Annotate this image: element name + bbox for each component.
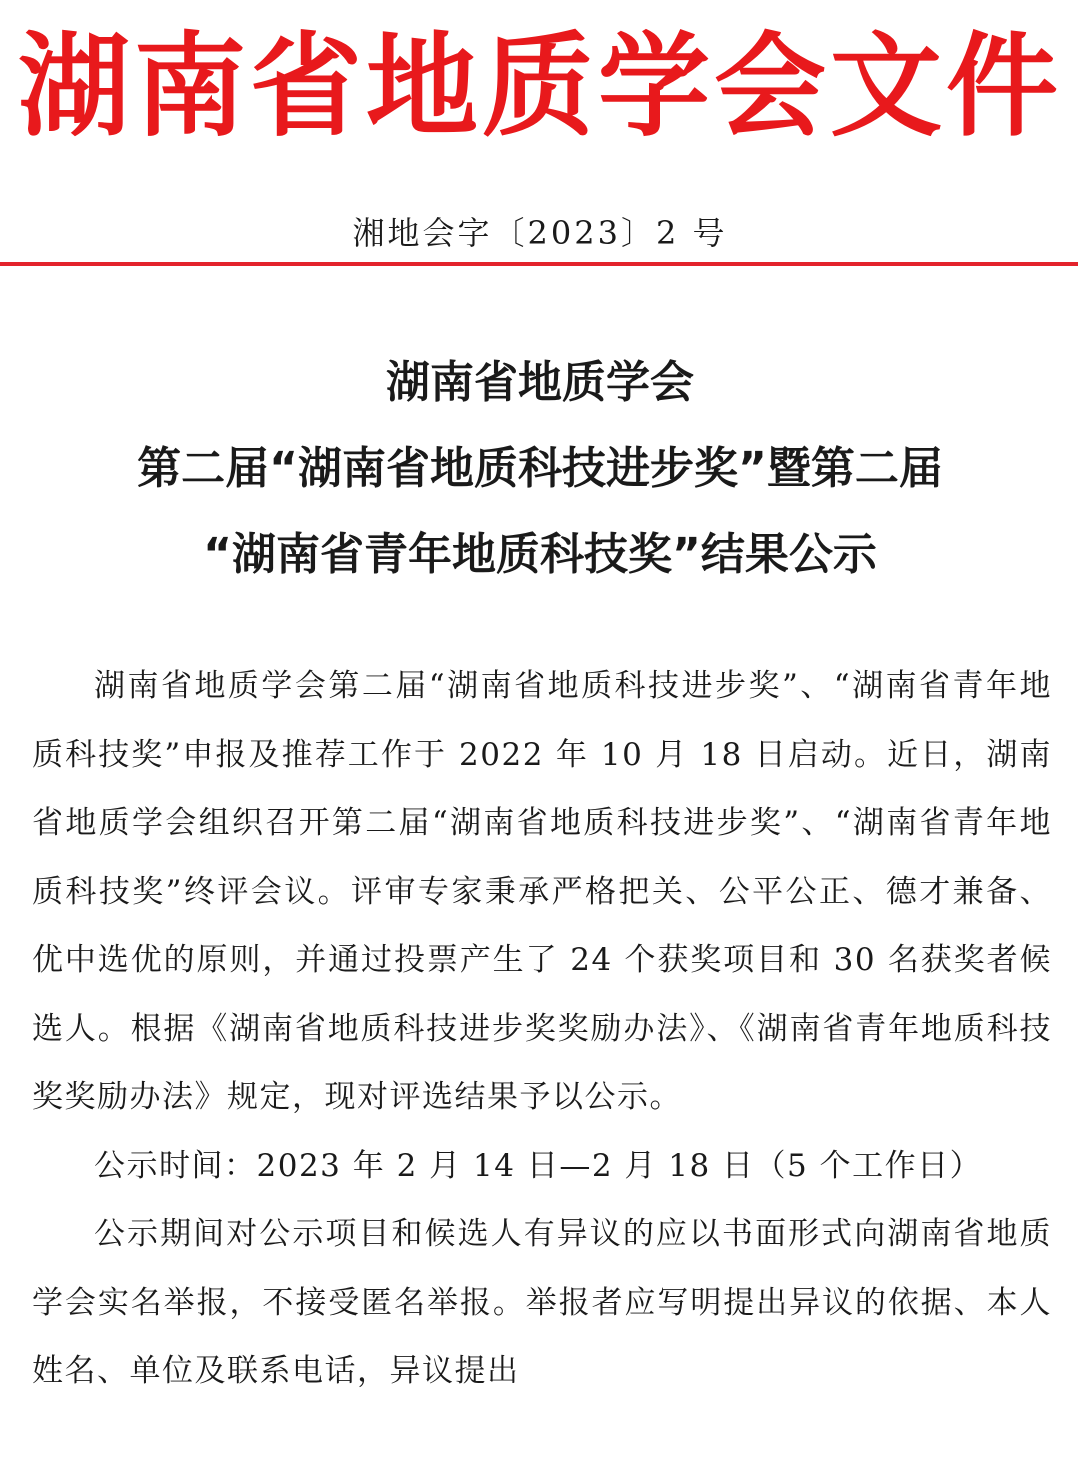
title-line-3: “湖南省青年地质科技奖”结果公示 bbox=[203, 529, 877, 580]
body-paragraph-intro: 湖南省地质学会第二届“湖南省地质科技进步奖”、“湖南省青年地质科技奖”申报及推荐工作于 2022 年 10 月 18 日启动。近日，湖南省地质学会组织召开第二届“湖南省地质科技进步奖”、“湖南省青年地质科技奖”终评会议。评审专家秉承严格把关、公平公正、德才兼备、优中选优的原则，并通过投票产生了 24 个获奖项目和 30 名获奖者候选人。根据《湖南省地质科技进步奖奖励办法》、《湖南省青年地质科技奖奖励办法》规定，现对评选结果予以公示。 bbox=[32, 668, 1052, 1115]
body-paragraph-objection: 公示期间对公示项目和候选人有异议的应以书面形式向湖南省地质学会实名举报，不接受匿名举报。举报者应写明提出异议的依据、本人姓名、单位及联系电话，异议提出 bbox=[32, 1216, 1052, 1389]
document-number: 湘地会字〔2023〕2 号 bbox=[352, 214, 728, 252]
body-paragraph-period: 公示时间：2023 年 2 月 14 日—2 月 18 日（5 个工作日） bbox=[94, 1147, 983, 1184]
red-divider-line bbox=[0, 262, 1078, 266]
title-line-2: 第二届“湖南省地质科技进步奖”暨第二届 bbox=[137, 443, 943, 494]
title-line-1: 湖南省地质学会 bbox=[386, 357, 694, 408]
notice-body bbox=[32, 652, 1052, 1406]
notice-title bbox=[0, 340, 1080, 598]
masthead-title: 湖南省地质学会文件 bbox=[18, 22, 1062, 152]
